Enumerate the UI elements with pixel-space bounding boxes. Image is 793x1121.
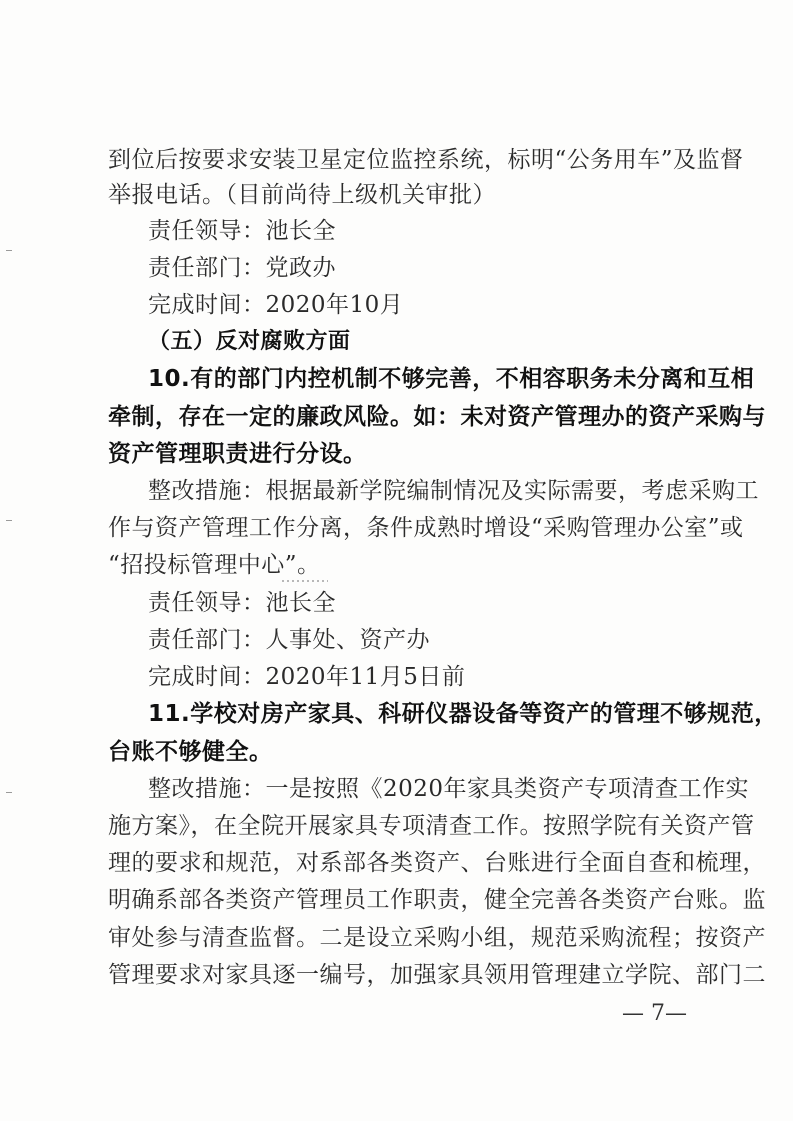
completion-time: 完成时间：2020年10月 [148,292,404,318]
issue-heading: 台账不够健全。 [108,739,273,765]
margin-mark [6,792,12,793]
body-text-line: “招投标管理中心”。 [108,552,321,578]
body-text-line: 明确系部各类资产管理员工作职责，健全完善各类资产台账。监 [108,887,766,913]
body-text-line: 管理要求对家具逐一编号，加强家具领用管理建立学院、部门二 [108,962,766,988]
responsible-leader: 责任领导：池长全 [148,218,336,244]
body-text-line: 施方案》，在全院开展家具专项清查工作。按照学院有关资产管 [108,813,755,839]
body-text-line: 作与资产管理工作分离，条件成熟时增设“采购管理办公室”或 [108,515,744,541]
margin-mark [6,520,12,521]
section-heading: （五）反对腐败方面 [148,329,351,354]
body-text-line: 举报电话。（目前尚待上级机关审批） [108,182,496,208]
responsible-department: 责任部门：党政办 [148,255,336,281]
issue-heading: 10.有的部门内控机制不够完善，不相容职务未分离和互相 [148,366,755,392]
scan-artifact [282,580,328,582]
responsible-leader: 责任领导：池长全 [148,590,336,616]
issue-heading: 资产管理职责进行分设。 [108,441,367,467]
responsible-department: 责任部门：人事处、资产办 [148,627,430,653]
page-number: — 7— [622,1001,687,1026]
body-text-line: 理的要求和规范，对系部各类资产、台账进行全面自查和梳理， [108,850,766,876]
body-text-line: 到位后按要求安装卫星定位监控系统，标明“公务用车”及监督 [108,147,744,173]
body-text-line: 审处参与清查监督。二是设立采购小组，规范采购流程；按资产 [108,925,766,951]
body-text-line: 整改措施：根据最新学院编制情况及实际需要，考虑采购工 [148,478,759,504]
body-text-line: 整改措施：一是按照《2020年家具类资产专项清查工作实 [148,776,750,802]
issue-heading: 牵制，存在一定的廉政风险。如：未对资产管理办的资产采购与 [108,404,766,430]
margin-mark [6,250,12,251]
completion-time: 完成时间：2020年11月5日前 [148,664,466,690]
issue-heading: 11.学校对房产家具、科研仪器设备等资产的管理不够规范， [148,701,778,727]
